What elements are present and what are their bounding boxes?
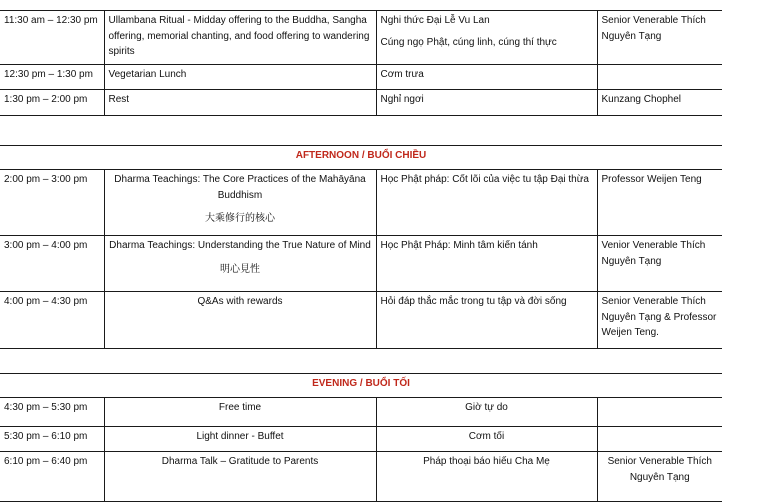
time-cell: 4:30 pm – 5:30 pm <box>0 398 104 427</box>
afternoon-section-header: AFTERNOON / BUỔI CHIỀU <box>0 146 722 170</box>
speaker-cell <box>597 427 722 452</box>
english-cell: Ullambana Ritual - Midday offering to the Buddha, Sangha offering, memorial chanting, and food offering to wandering spirits <box>104 11 376 65</box>
english-text: Dharma Teachings: Understanding the True Nature of Mind <box>109 240 371 251</box>
vietnamese-cell: Cơm tối <box>376 427 597 452</box>
midday-schedule-table <box>0 10 722 116</box>
table-row <box>0 292 722 349</box>
time-cell: 3:00 pm – 4:00 pm <box>0 236 104 292</box>
vietnamese-text-line2: Cúng ngọ Phật, cúng linh, cúng thí thực <box>380 36 557 48</box>
section-header-row <box>0 146 722 170</box>
speaker-cell <box>597 398 722 427</box>
english-cell: Free time <box>104 398 376 427</box>
table-row <box>0 452 722 502</box>
time-cell: 6:10 pm – 6:40 pm <box>0 452 104 502</box>
table-row <box>0 89 722 115</box>
speaker-cell <box>597 64 722 89</box>
time-cell: 4:00 pm – 4:30 pm <box>0 292 104 349</box>
speaker-cell: Senior Venerable Thích Nguyên Tạng <box>597 11 722 65</box>
time-cell: 2:00 pm – 3:00 pm <box>0 170 104 236</box>
table-row <box>0 64 722 89</box>
speaker-cell: Professor Weijen Teng <box>597 170 722 236</box>
vietnamese-cell <box>376 11 597 65</box>
vietnamese-cell: Nghỉ ngơi <box>376 89 597 115</box>
table-row <box>0 236 722 292</box>
english-cell: Light dinner - Buffet <box>104 427 376 452</box>
table-row <box>0 398 722 427</box>
english-cell: Vegetarian Lunch <box>104 64 376 89</box>
speaker-cell: Kunzang Chophel <box>597 89 722 115</box>
english-cell <box>104 170 376 236</box>
english-cell: Q&As with rewards <box>104 292 376 349</box>
time-cell: 1:30 pm – 2:00 pm <box>0 89 104 115</box>
time-cell: 5:30 pm – 6:10 pm <box>0 427 104 452</box>
evening-schedule-table <box>0 373 722 502</box>
speaker-cell: Venior Venerable Thích Nguyên Tạng <box>597 236 722 292</box>
vietnamese-cell: Học Phật pháp: Cốt lõi của việc tu tập Đại thừa <box>376 170 597 236</box>
chinese-text: 大乘修行的核心 <box>205 213 275 224</box>
vietnamese-cell: Học Phật Pháp: Minh tâm kiến tánh <box>376 236 597 292</box>
english-text: Dharma Teachings: The Core Practices of the Mahāyāna Buddhism <box>114 174 366 201</box>
table-row <box>0 427 722 452</box>
section-header-row <box>0 374 722 398</box>
vietnamese-cell: Hỏi đáp thắc mắc trong tu tập và đời sống <box>376 292 597 349</box>
afternoon-schedule-table <box>0 145 722 349</box>
english-cell: Dharma Talk – Gratitude to Parents <box>104 452 376 502</box>
speaker-cell: Senior Venerable Thích Nguyên Tạng & Professor Weijen Teng. <box>597 292 722 349</box>
time-cell: 12:30 pm – 1:30 pm <box>0 64 104 89</box>
english-cell: Rest <box>104 89 376 115</box>
vietnamese-text: Nghi thức Đại Lễ Vu Lan <box>380 15 490 26</box>
vietnamese-cell: Cơm trưa <box>376 64 597 89</box>
time-cell: 11:30 am – 12:30 pm <box>0 11 104 65</box>
evening-section-header: EVENING / BUỔI TỐI <box>0 374 722 398</box>
english-cell <box>104 236 376 292</box>
chinese-text: 明心見性 <box>220 263 260 275</box>
vietnamese-cell: Pháp thoại báo hiếu Cha Mẹ <box>376 452 597 502</box>
vietnamese-cell: Giờ tự do <box>376 398 597 427</box>
table-row <box>0 170 722 236</box>
speaker-cell: Senior Venerable Thích Nguyên Tạng <box>597 452 722 502</box>
table-row <box>0 11 722 65</box>
